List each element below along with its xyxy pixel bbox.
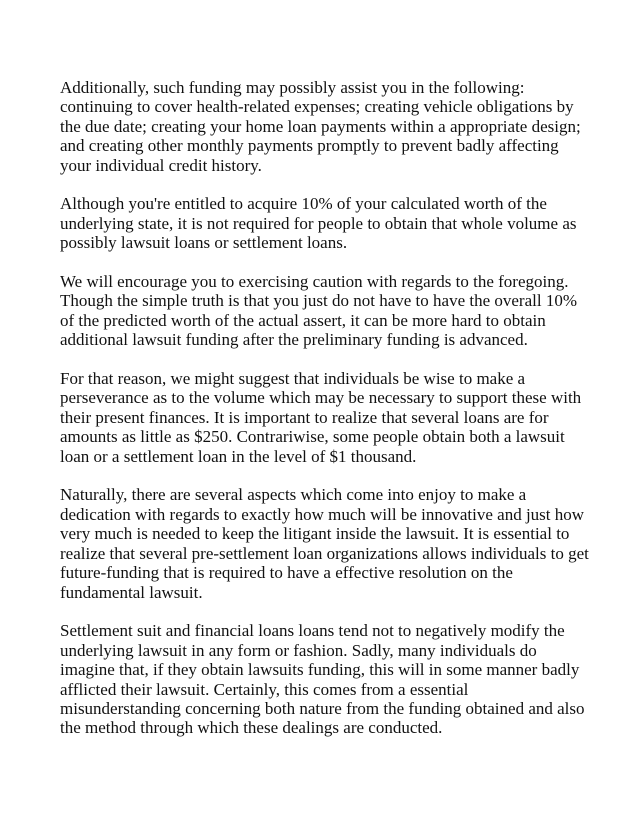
paragraph-settlement-suit: Settlement suit and financial loans loans tend not to negatively modify the underlying lawsuit in any form or fashion. Sadly, many individuals do imagine that, if they obtain lawsuits funding, this will in some manner badly afflicted their lawsuit. Certainly, this comes from a essential misunderstanding concerning both nature from the funding obtained and also the method through which these dealings are conducted. (60, 621, 585, 738)
paragraph-aspects: Naturally, there are several aspects which come into enjoy to make a dedication with regards to exactly how much will be innovative and just how very much is needed to keep the litigant inside the lawsuit. It is essential to realize that several pre-settlement loan organizations allows individuals to get future-funding that is required to have a effective resolution on the fundamental lawsuit. (60, 485, 589, 602)
paragraph-entitlement: Although you're entitled to acquire 10% of your calculated worth of the underlying state, it is not required for people to obtain that whole volume as possibly lawsuit loans or settlement loans. (60, 194, 577, 253)
paragraph-perseverance: For that reason, we might suggest that individuals be wise to make a perseverance as to the volume which may be necessary to support these with their present finances. It is important to realize that several loans are for amounts as little as $250. Contrariwise, some people obtain both a lawsuit loan or a settlement loan in the level of $1 thousand. (60, 369, 582, 466)
paragraph-caution: We will encourage you to exercising caution with regards to the foregoing. Though the simple truth is that you just do not have to have the overall 10% of the predicted worth of the actual assert, it can be more hard to obtain additional lawsuit funding after the preliminary funding is advanced. (60, 272, 577, 350)
paragraph-funding-assistance: Additionally, such funding may possibly assist you in the following: continuing to cover health-related expenses; creating vehicle obligations by the due date; creating your home loan payments within a appropriate design; and creating other monthly payments promptly to prevent badly affecting your individual credit history. (60, 78, 581, 175)
document-page (60, 78, 595, 757)
